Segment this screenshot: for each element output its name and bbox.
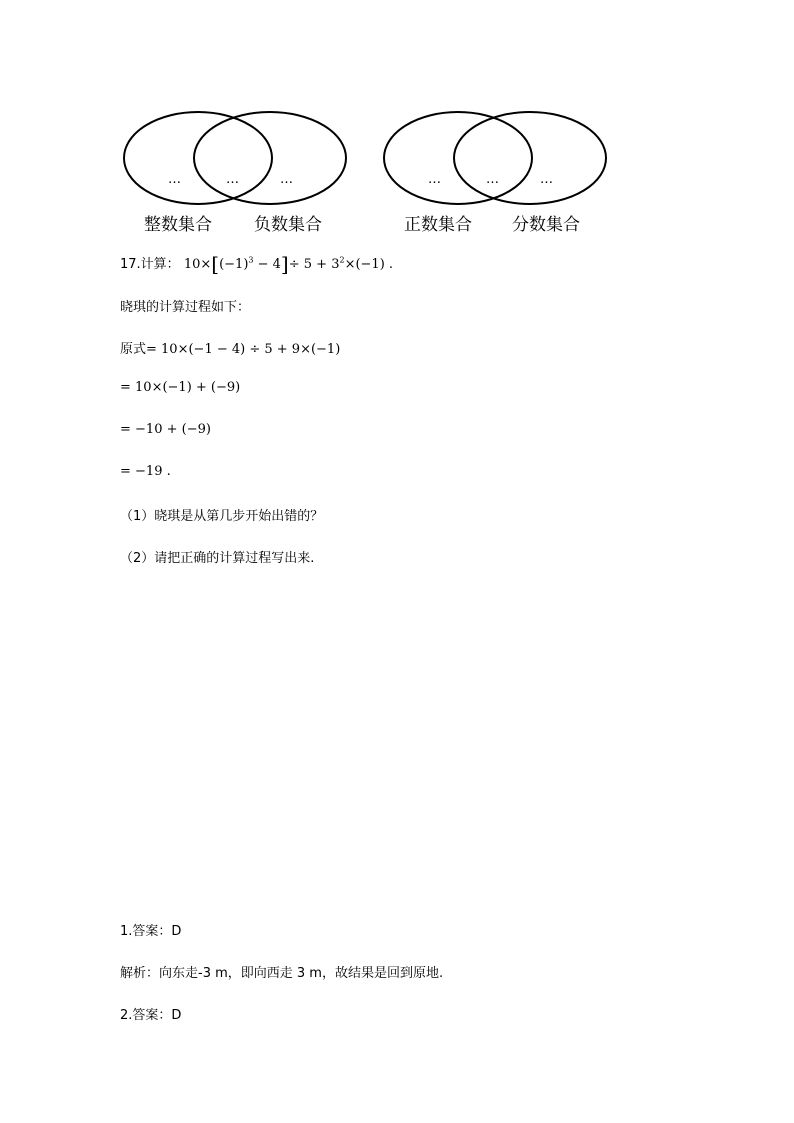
venn-diagram-integer-negative	[120, 108, 356, 236]
answer-2: 2.答案：D	[120, 1008, 182, 1023]
venn-right-label: 分数集合	[512, 215, 580, 235]
left-bracket: [	[211, 252, 220, 276]
expr-exp-b: 2	[339, 255, 345, 265]
venn-circles	[380, 108, 616, 208]
expr-part1: 10×	[183, 257, 212, 272]
dots-left: …	[168, 172, 182, 187]
right-ellipse	[454, 112, 606, 204]
problem-number-label: 17.计算：	[120, 257, 180, 272]
expr-exp-a: 3	[248, 255, 254, 265]
answer-1: 1.答案：D	[120, 924, 182, 939]
solution-step-1	[120, 338, 340, 357]
venn-circles	[120, 108, 356, 208]
step1-label: 原式	[120, 342, 147, 357]
venn-left-label: 正数集合	[404, 215, 472, 235]
problem-statement	[120, 252, 393, 276]
venn-right-label: 负数集合	[254, 215, 322, 235]
expr-inner-a: (−1)	[219, 257, 249, 272]
right-bracket: ]	[280, 252, 289, 276]
dots-right: …	[280, 172, 294, 187]
expr-part2: ÷ 5 + 3	[288, 257, 340, 272]
solution-step-4: = −19 .	[120, 464, 171, 479]
question-2: （2）请把正确的计算过程写出来.	[120, 551, 315, 566]
dots-middle: …	[226, 172, 240, 187]
question-1: （1）晓琪是从第几步开始出错的？	[120, 509, 324, 524]
dots-left: …	[428, 172, 442, 187]
solution-step-2: = 10×(−1) + (−9)	[120, 380, 241, 395]
left-ellipse	[124, 112, 272, 204]
step1-expression: = 10×(−1 − 4) ÷ 5 + 9×(−1)	[146, 342, 341, 357]
solution-intro: 晓琪的计算过程如下：	[120, 300, 251, 315]
expr-inner-b: − 4	[253, 257, 281, 272]
dots-middle: …	[486, 172, 500, 187]
right-ellipse	[194, 112, 346, 204]
expr-part3: ×(−1) .	[344, 257, 394, 272]
left-ellipse	[384, 112, 532, 204]
solution-step-3: = −10 + (−9)	[120, 422, 211, 437]
problem-expression	[183, 252, 394, 276]
answer-1-explanation: 解析：向东走-3 m，即向西走 3 m，故结果是回到原地.	[120, 966, 444, 981]
dots-right: …	[540, 172, 554, 187]
venn-left-label: 整数集合	[144, 215, 212, 235]
venn-diagram-positive-fraction	[380, 108, 616, 236]
